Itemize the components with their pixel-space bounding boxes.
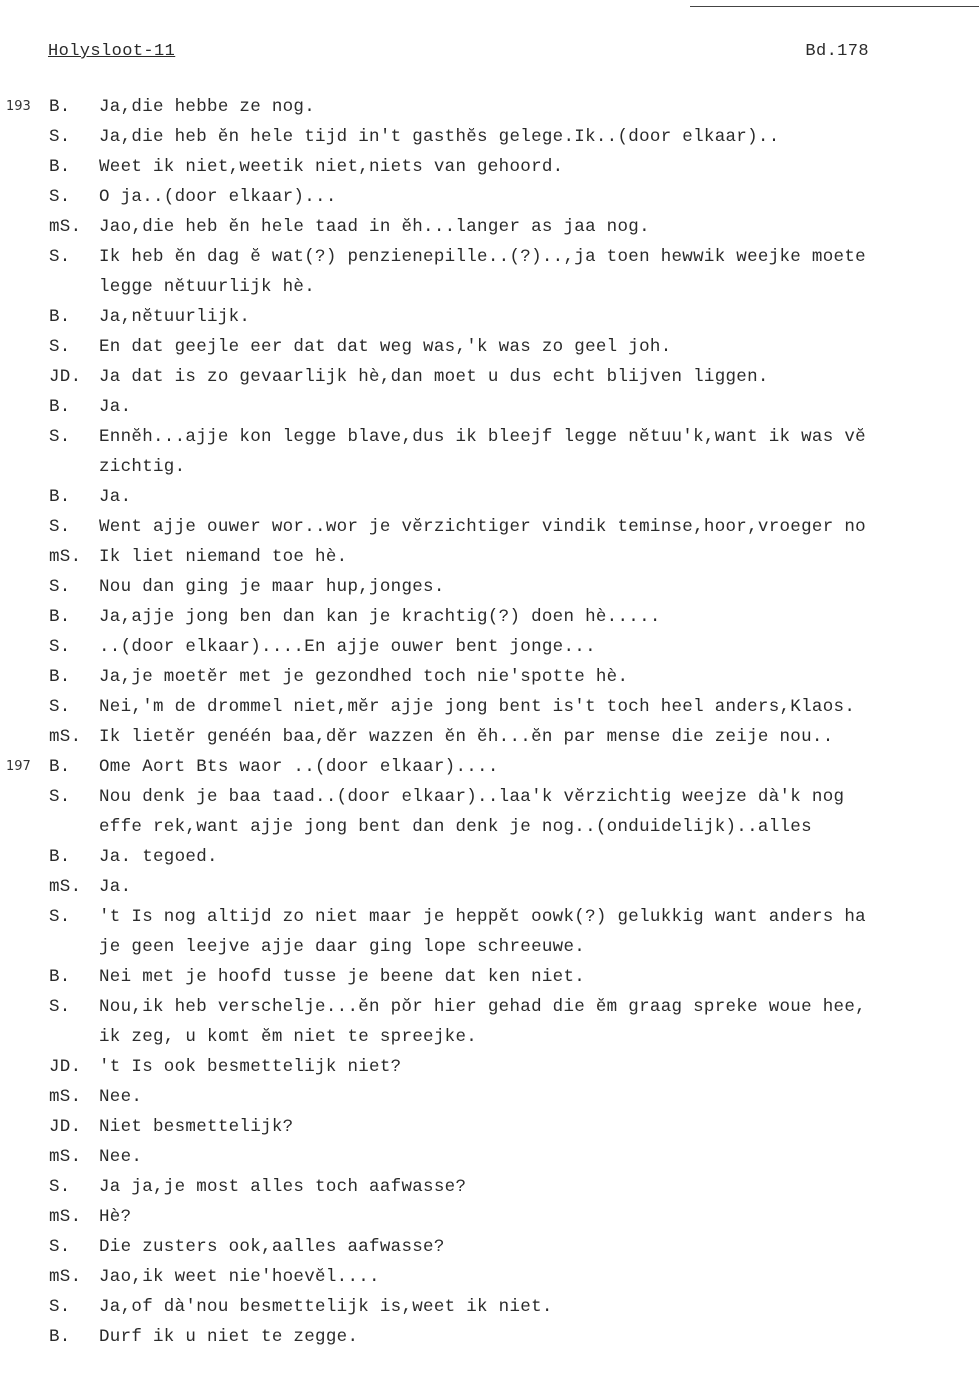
speaker-label: S. (49, 1237, 71, 1257)
speaker-label: B. (49, 757, 71, 777)
margin-note: 193 (6, 99, 31, 114)
speaker-label: S. (49, 1177, 71, 1197)
transcript-line (0, 1082, 979, 1112)
utterance-text: Jao,die heb ĕn hele taad in ĕh...langer as jaa nog. (99, 217, 650, 237)
transcript-line (0, 1232, 979, 1262)
speaker-label: S. (49, 787, 71, 807)
speaker-label: B. (49, 97, 71, 117)
utterance-text: Weet ik niet,weetik niet,niets van gehoord. (99, 157, 564, 177)
transcript-line (0, 512, 979, 542)
speaker-label: JD. (49, 1057, 82, 1077)
speaker-label: S. (49, 637, 71, 657)
utterance-text: Ennĕh...ajje kon legge blave,dus ik bleejf legge nĕtuu'k,want ik was vĕ (99, 427, 866, 447)
transcript-line (0, 122, 979, 152)
transcript (0, 92, 979, 1352)
utterance-text: Jao,ik weet nie'hoevĕl.... (99, 1267, 380, 1287)
speaker-label: B. (49, 847, 71, 867)
document-title: Holysloot-11 (48, 42, 176, 61)
utterance-text: effe rek,want ajje jong bent dan denk je nog..(onduidelijk)..alles (99, 817, 812, 837)
utterance-text: Ja,of dà'nou besmettelijk is,weet ik niet. (99, 1297, 553, 1317)
speaker-label: mS. (49, 1207, 82, 1227)
transcript-line (0, 542, 979, 572)
utterance-text: Nou,ik heb verschelje...ĕn pŏr hier gehad die ĕm graag spreke woue hee, (99, 997, 866, 1017)
speaker-label: mS. (49, 547, 82, 567)
speaker-label: B. (49, 307, 71, 327)
speaker-label: S. (49, 187, 71, 207)
utterance-text: Die zusters ook,aalles aafwasse? (99, 1237, 445, 1257)
utterance-text: Nei,'m de drommel niet,mĕr ajje jong bent is't toch heel anders,Klaos. (99, 697, 856, 717)
speaker-label: S. (49, 247, 71, 267)
transcript-line (0, 602, 979, 632)
utterance-text: Ja. (99, 877, 132, 897)
speaker-label: B. (49, 967, 71, 987)
transcript-line (0, 872, 979, 902)
speaker-label: B. (49, 157, 71, 177)
transcript-line (0, 662, 979, 692)
utterance-text: Went ajje ouwer wor..wor je vĕrzichtiger vindik teminse,hoor,vroeger no (99, 517, 866, 537)
utterance-text: Ja. tegoed. (99, 847, 218, 867)
utterance-text: Nou dan ging je maar hup,jonges. (99, 577, 445, 597)
top-rule (690, 6, 979, 7)
speaker-label: S. (49, 127, 71, 147)
transcript-line (0, 1142, 979, 1172)
utterance-text: legge nĕtuurlijk hè. (99, 277, 316, 297)
utterance-text: Ja ja,je most alles toch aafwasse? (99, 1177, 467, 1197)
utterance-text: Ik liet niemand toe hè. (99, 547, 348, 567)
transcript-continuation-line (0, 932, 979, 962)
speaker-label: JD. (49, 367, 82, 387)
transcript-line (0, 752, 979, 782)
utterance-text: 't Is ook besmettelijk niet? (99, 1057, 402, 1077)
utterance-text: ..(door elkaar)....En ajje ouwer bent jonge... (99, 637, 596, 657)
utterance-text: Ja dat is zo gevaarlijk hè,dan moet u dus echt blijven liggen. (99, 367, 769, 387)
utterance-text: ik zeg, u komt ĕm niet te spreejke. (99, 1027, 478, 1047)
transcript-continuation-line (0, 1022, 979, 1052)
transcript-line (0, 1262, 979, 1292)
speaker-label: B. (49, 667, 71, 687)
utterance-text: Niet besmettelijk? (99, 1117, 294, 1137)
utterance-text: Nou denk je baa taad..(door elkaar)..laa'k vĕrzichtig weejze dà'k nog (99, 787, 845, 807)
transcript-line (0, 1172, 979, 1202)
speaker-label: B. (49, 487, 71, 507)
transcript-line (0, 992, 979, 1022)
utterance-text: 't Is nog altijd zo niet maar je heppĕt oowk(?) gelukkig want anders ha (99, 907, 866, 927)
transcript-line (0, 842, 979, 872)
utterance-text: O ja..(door elkaar)... (99, 187, 337, 207)
utterance-text: Ja,die hebbe ze nog. (99, 97, 316, 117)
transcript-line (0, 1052, 979, 1082)
utterance-text: Ja,nĕtuurlijk. (99, 307, 251, 327)
utterance-text: En dat geejle eer dat dat weg was,'k was zo geel joh. (99, 337, 672, 357)
speaker-label: mS. (49, 1087, 82, 1107)
transcript-line (0, 422, 979, 452)
utterance-text: Durf ik u niet te zegge. (99, 1327, 359, 1347)
transcript-line (0, 152, 979, 182)
transcript-continuation-line (0, 812, 979, 842)
speaker-label: S. (49, 577, 71, 597)
speaker-label: S. (49, 907, 71, 927)
transcript-line (0, 1202, 979, 1232)
speaker-label: mS. (49, 1267, 82, 1287)
transcript-line (0, 242, 979, 272)
transcript-line (0, 1112, 979, 1142)
speaker-label: B. (49, 1327, 71, 1347)
utterance-text: Ja. (99, 487, 132, 507)
page-header (48, 42, 869, 68)
speaker-label: B. (49, 397, 71, 417)
speaker-label: S. (49, 427, 71, 447)
speaker-label: mS. (49, 877, 82, 897)
speaker-label: S. (49, 697, 71, 717)
transcript-line (0, 1292, 979, 1322)
speaker-label: S. (49, 337, 71, 357)
speaker-label: JD. (49, 1117, 82, 1137)
transcript-line (0, 572, 979, 602)
transcript-continuation-line (0, 272, 979, 302)
utterance-text: Ja,je moetĕr met je gezondhed toch nie'spotte hè. (99, 667, 629, 687)
transcript-line (0, 1322, 979, 1352)
speaker-label: S. (49, 517, 71, 537)
utterance-text: je geen leejve ajje daar ging lope schreeuwe. (99, 937, 586, 957)
page-number: Bd.178 (805, 42, 869, 61)
speaker-label: S. (49, 1297, 71, 1317)
utterance-text: Nee. (99, 1147, 143, 1167)
utterance-text: Nee. (99, 1087, 143, 1107)
utterance-text: Ja,ajje jong ben dan kan je krachtig(?) doen hè..... (99, 607, 661, 627)
speaker-label: mS. (49, 727, 82, 747)
transcript-line (0, 632, 979, 662)
utterance-text: Nei met je hoofd tusse je beene dat ken niet. (99, 967, 586, 987)
transcript-line (0, 482, 979, 512)
margin-note: 197 (6, 759, 31, 774)
transcript-line (0, 392, 979, 422)
transcript-line (0, 92, 979, 122)
speaker-label: S. (49, 997, 71, 1017)
speaker-label: B. (49, 607, 71, 627)
transcript-continuation-line (0, 452, 979, 482)
transcript-line (0, 212, 979, 242)
utterance-text: Hè? (99, 1207, 132, 1227)
utterance-text: Ja,die heb ĕn hele tijd in't gasthĕs gelege.Ik..(door elkaar).. (99, 127, 780, 147)
utterance-text: Ja. (99, 397, 132, 417)
transcript-line (0, 302, 979, 332)
speaker-label: mS. (49, 1147, 82, 1167)
speaker-label: mS. (49, 217, 82, 237)
transcript-line (0, 962, 979, 992)
transcript-line (0, 182, 979, 212)
transcript-line (0, 902, 979, 932)
transcript-line (0, 692, 979, 722)
utterance-text: zichtig. (99, 457, 186, 477)
transcript-line (0, 332, 979, 362)
transcript-line (0, 362, 979, 392)
utterance-text: Ik heb ĕn dag ĕ wat(?) penzienepille..(?)..,ja toen hewwik weejke moete (99, 247, 866, 267)
transcript-line (0, 782, 979, 812)
transcript-line (0, 722, 979, 752)
utterance-text: Ik lietĕr genéén baa,dĕr wazzen ĕn ĕh...ĕn par mense die zeije nou.. (99, 727, 834, 747)
utterance-text: Ome Aort Bts waor ..(door elkaar).... (99, 757, 499, 777)
